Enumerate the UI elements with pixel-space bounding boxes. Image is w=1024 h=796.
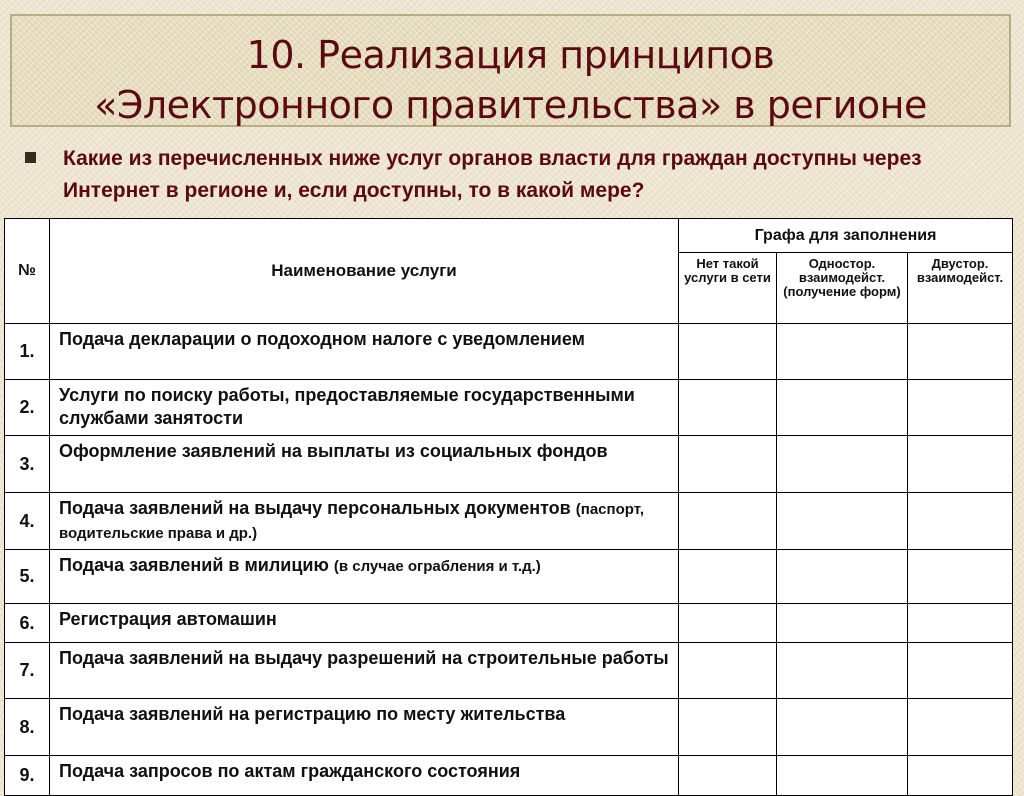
service-name: Подача заявлений на регистрацию по месту жительства [59, 704, 566, 724]
fill-cell-one-way[interactable] [777, 324, 908, 380]
fill-cell-two-way[interactable] [908, 324, 1013, 380]
service-name: Регистрация автомашин [59, 609, 277, 629]
row-number: 3. [5, 436, 50, 493]
fill-cell-no-service[interactable] [679, 493, 777, 550]
fill-cell-one-way[interactable] [777, 756, 908, 796]
fill-cell-one-way[interactable] [777, 643, 908, 699]
fill-cell-one-way[interactable] [777, 550, 908, 604]
fill-cell-no-service[interactable] [679, 643, 777, 699]
row-number: 9. [5, 756, 50, 796]
row-number: 7. [5, 643, 50, 699]
question-text: Какие из перечисленных ниже услуг органов власти для граждан доступны через Интернет в регионе и, если доступны, то в какой мере? [63, 147, 922, 202]
service-note: (паспорт, водительские права и др.) [59, 501, 645, 542]
header-fill-column-group: Графа для заполнения [679, 219, 1013, 253]
slide-title-line-1: 10. Реализация принципов [246, 33, 775, 77]
row-number: 4. [5, 493, 50, 550]
fill-cell-one-way[interactable] [777, 493, 908, 550]
services-table [4, 218, 1013, 796]
fill-cell-one-way[interactable] [777, 436, 908, 493]
table-row [5, 380, 1013, 436]
fill-cell-no-service[interactable] [679, 699, 777, 756]
service-name-cell [50, 493, 679, 550]
service-name: Оформление заявлений на выплаты из социальных фондов [59, 441, 608, 461]
service-note: (в случае ограбления и т.д.) [333, 558, 541, 575]
table-row [5, 756, 1013, 796]
header-one-way: Одностор. взаимодейст. (получение форм) [777, 253, 908, 324]
service-name-cell [50, 550, 679, 604]
service-name-cell [50, 380, 679, 436]
header-service-name: Наименование услуги [50, 219, 679, 324]
service-name: Услуги по поиску работы, предоставляемые государственными службами занятости [59, 385, 635, 428]
service-name-cell [50, 604, 679, 643]
header-no-service: Нет такой услуги в сети [679, 253, 777, 324]
fill-cell-one-way[interactable] [777, 604, 908, 643]
title-box [10, 14, 1011, 127]
fill-cell-two-way[interactable] [908, 756, 1013, 796]
table-row [5, 550, 1013, 604]
fill-cell-no-service[interactable] [679, 324, 777, 380]
table-row [5, 643, 1013, 699]
service-name: Подача заявлений в милицию [59, 555, 329, 575]
header-two-way: Двустор. взаимодейст. [908, 253, 1013, 324]
fill-cell-two-way[interactable] [908, 436, 1013, 493]
fill-cell-no-service[interactable] [679, 550, 777, 604]
fill-cell-one-way[interactable] [777, 699, 908, 756]
row-number: 2. [5, 380, 50, 436]
row-number: 5. [5, 550, 50, 604]
service-name: Подача запросов по актам гражданского состояния [59, 761, 521, 781]
header-number: № [5, 219, 50, 324]
service-name: Подача заявлений на выдачу персональных документов [59, 498, 571, 518]
table-row [5, 604, 1013, 643]
service-name-cell [50, 756, 679, 796]
service-name-cell [50, 643, 679, 699]
fill-cell-two-way[interactable] [908, 699, 1013, 756]
slide-title-line-2: «Электронного правительства» в регионе [94, 83, 927, 127]
service-name-cell [50, 436, 679, 493]
table-row [5, 436, 1013, 493]
row-number: 1. [5, 324, 50, 380]
fill-cell-two-way[interactable] [908, 604, 1013, 643]
table-row [5, 699, 1013, 756]
service-name: Подача декларации о подоходном налоге с уведомлением [59, 329, 585, 349]
service-name: Подача заявлений на выдачу разрешений на строительные работы [59, 648, 669, 668]
row-number: 6. [5, 604, 50, 643]
fill-cell-no-service[interactable] [679, 756, 777, 796]
table-row [5, 493, 1013, 550]
fill-cell-no-service[interactable] [679, 380, 777, 436]
row-number: 8. [5, 699, 50, 756]
service-name-cell [50, 699, 679, 756]
fill-cell-no-service[interactable] [679, 436, 777, 493]
service-name-cell [50, 324, 679, 380]
fill-cell-one-way[interactable] [777, 380, 908, 436]
fill-cell-two-way[interactable] [908, 380, 1013, 436]
fill-cell-two-way[interactable] [908, 643, 1013, 699]
fill-cell-no-service[interactable] [679, 604, 777, 643]
fill-cell-two-way[interactable] [908, 550, 1013, 604]
fill-cell-two-way[interactable] [908, 493, 1013, 550]
table-row [5, 324, 1013, 380]
bullet-square-icon [25, 152, 36, 163]
